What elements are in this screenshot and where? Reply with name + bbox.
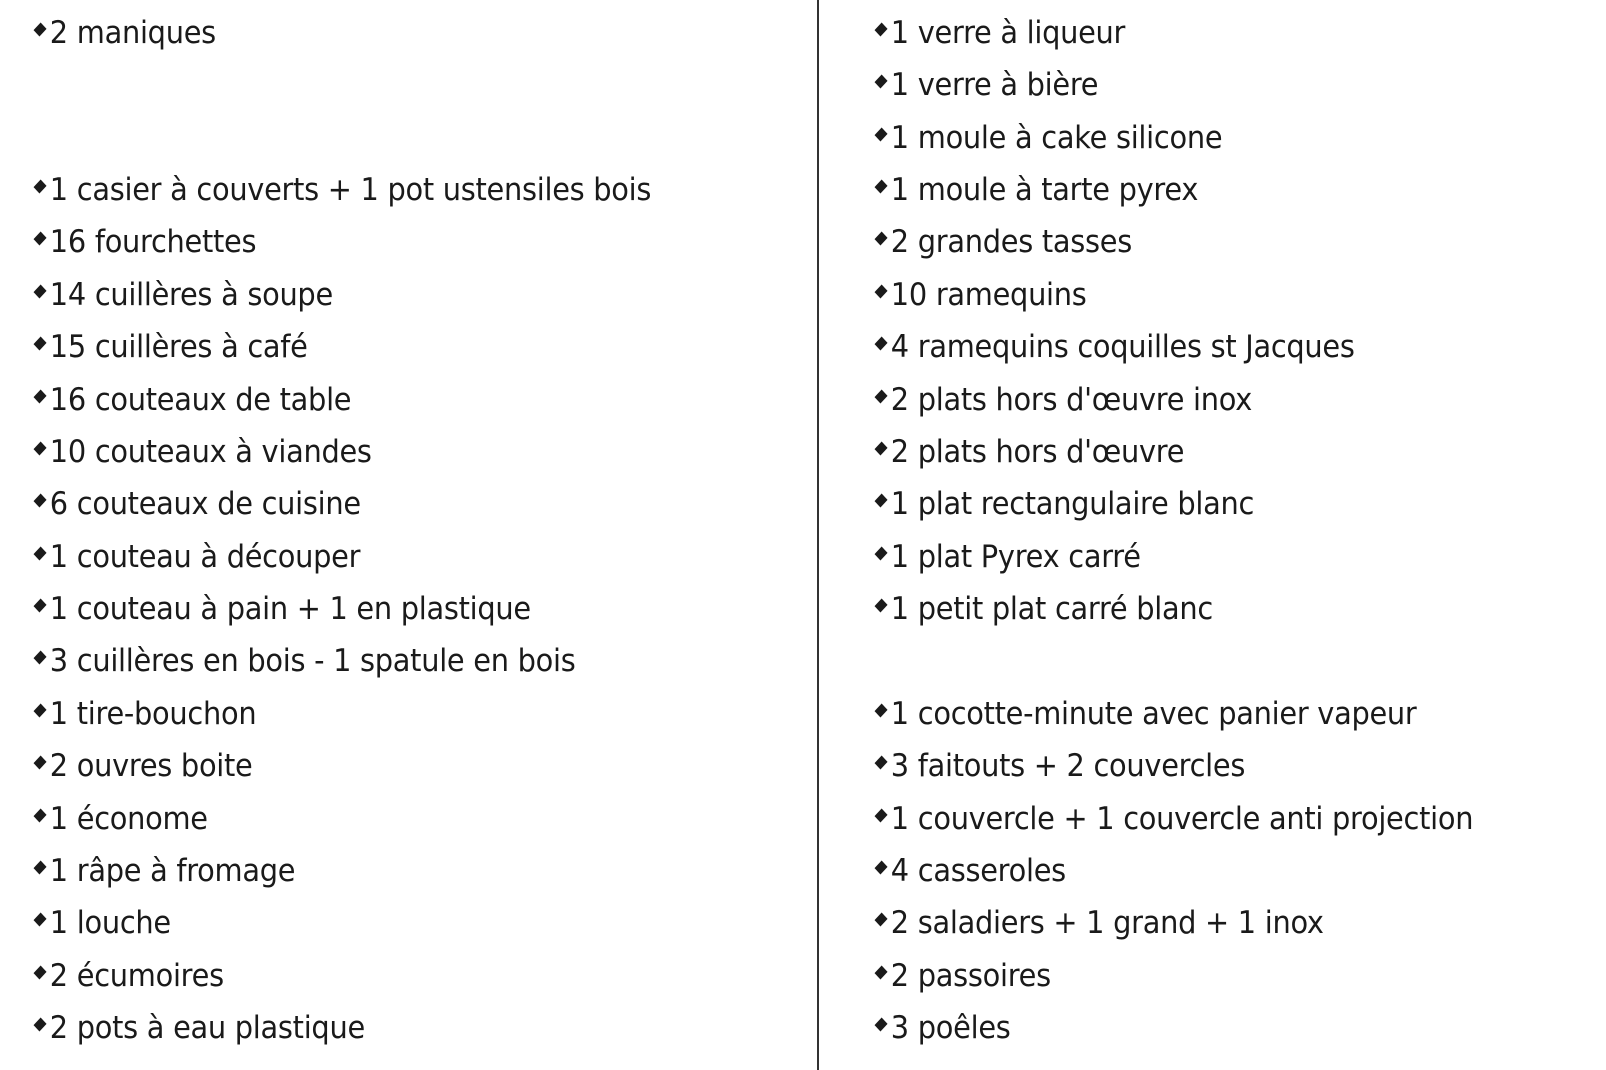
list-item [875, 746, 1245, 786]
list-item [875, 432, 1184, 472]
diamond-bullet-icon [34, 179, 47, 193]
list-item [875, 222, 1132, 262]
list-item [34, 694, 256, 734]
list-item [34, 537, 360, 577]
list-item [875, 851, 1066, 891]
list-item [34, 275, 333, 315]
list-item-text: 4 ramequins coquilles st Jacques [890, 329, 1355, 365]
diamond-bullet-icon [34, 1017, 47, 1031]
diamond-bullet-icon [875, 703, 888, 717]
list-item [875, 65, 1098, 105]
list-item-text: 2 maniques [49, 15, 216, 51]
column-divider [817, 0, 819, 1070]
list-item-text: 10 couteaux à viandes [49, 434, 372, 470]
list-item [34, 222, 256, 262]
diamond-bullet-icon [875, 912, 888, 926]
diamond-bullet-icon [34, 231, 47, 245]
list-item-text: 1 couvercle + 1 couvercle anti projection [890, 801, 1474, 837]
list-item-text: 1 râpe à fromage [49, 853, 296, 889]
diamond-bullet-icon [34, 493, 47, 507]
diamond-bullet-icon [875, 22, 888, 36]
list-item-text: 2 passoires [890, 958, 1051, 994]
list-item [34, 589, 531, 629]
list-item-text: 15 cuillères à café [49, 329, 308, 365]
list-item-text: 1 couteau à pain + 1 en plastique [49, 591, 531, 627]
list-item-text: 1 économe [49, 801, 208, 837]
list-item-text: 1 plat rectangulaire blanc [890, 486, 1255, 522]
diamond-bullet-icon [34, 965, 47, 979]
list-item [34, 170, 651, 210]
diamond-bullet-icon [875, 965, 888, 979]
list-item-text: 2 grandes tasses [890, 224, 1132, 260]
list-item-text: 3 cuillères en bois - 1 spatule en bois [49, 643, 576, 679]
list-item [875, 275, 1087, 315]
list-item-text: 1 casier à couverts + 1 pot ustensiles bois [49, 172, 652, 208]
list-item [34, 799, 208, 839]
list-item [34, 432, 372, 472]
list-item [875, 694, 1417, 734]
list-item-text: 1 moule à cake silicone [890, 120, 1223, 156]
list-item [875, 13, 1125, 53]
list-item [875, 589, 1213, 629]
diamond-bullet-icon [34, 546, 47, 560]
list-item [875, 956, 1051, 996]
list-item [34, 903, 171, 943]
list-item [875, 799, 1473, 839]
list-item-text: 10 ramequins [890, 277, 1087, 313]
diamond-bullet-icon [34, 808, 47, 822]
list-item-text: 16 fourchettes [49, 224, 257, 260]
diamond-bullet-icon [34, 598, 47, 612]
list-item-text: 1 verre à liqueur [890, 15, 1126, 51]
list-item-text: 1 verre à bière [890, 67, 1099, 103]
list-item [875, 380, 1252, 420]
list-item-text: 2 saladiers + 1 grand + 1 inox [890, 905, 1324, 941]
list-item-text: 3 faitouts + 2 couvercles [890, 748, 1246, 784]
list-item-text: 14 cuillères à soupe [49, 277, 333, 313]
diamond-bullet-icon [875, 127, 888, 141]
list-item [34, 641, 575, 681]
list-item-text: 16 couteaux de table [49, 382, 352, 418]
diamond-bullet-icon [875, 336, 888, 350]
list-item [34, 484, 361, 524]
list-item-text: 1 petit plat carré blanc [890, 591, 1213, 627]
list-item [875, 170, 1198, 210]
diamond-bullet-icon [875, 74, 888, 88]
list-item-text: 2 ouvres boite [49, 748, 253, 784]
list-item [34, 851, 295, 891]
diamond-bullet-icon [34, 650, 47, 664]
diamond-bullet-icon [875, 860, 888, 874]
diamond-bullet-icon [34, 336, 47, 350]
diamond-bullet-icon [34, 912, 47, 926]
list-item-text: 1 moule à tarte pyrex [890, 172, 1199, 208]
list-item-text: 2 écumoires [49, 958, 224, 994]
diamond-bullet-icon [34, 22, 47, 36]
list-item-text: 1 louche [49, 905, 171, 941]
diamond-bullet-icon [875, 808, 888, 822]
diamond-bullet-icon [34, 755, 47, 769]
list-item-text: 4 casseroles [890, 853, 1066, 889]
list-item [34, 956, 224, 996]
list-item-text: 1 couteau à découper [49, 539, 361, 575]
diamond-bullet-icon [875, 546, 888, 560]
diamond-bullet-icon [34, 284, 47, 298]
list-item [875, 1008, 1011, 1048]
list-item-text: 2 pots à eau plastique [49, 1010, 365, 1046]
list-item [34, 746, 253, 786]
diamond-bullet-icon [875, 598, 888, 612]
list-item [34, 327, 308, 367]
diamond-bullet-icon [875, 389, 888, 403]
diamond-bullet-icon [34, 703, 47, 717]
diamond-bullet-icon [875, 231, 888, 245]
list-item [34, 1008, 365, 1048]
diamond-bullet-icon [34, 441, 47, 455]
list-item-text: 1 tire-bouchon [49, 696, 257, 732]
list-item [875, 484, 1254, 524]
diamond-bullet-icon [875, 755, 888, 769]
list-item [875, 537, 1141, 577]
list-item-text: 2 plats hors d'œuvre inox [890, 382, 1253, 418]
diamond-bullet-icon [875, 493, 888, 507]
list-item-text: 6 couteaux de cuisine [49, 486, 361, 522]
list-item-text: 2 plats hors d'œuvre [890, 434, 1185, 470]
list-item [875, 903, 1324, 943]
list-item [34, 13, 216, 53]
list-item [875, 327, 1355, 367]
diamond-bullet-icon [875, 441, 888, 455]
list-item-text: 1 cocotte-minute avec panier vapeur [890, 696, 1417, 732]
list-item-text: 3 poêles [890, 1010, 1011, 1046]
list-item [875, 118, 1222, 158]
diamond-bullet-icon [875, 179, 888, 193]
diamond-bullet-icon [34, 860, 47, 874]
diamond-bullet-icon [875, 284, 888, 298]
list-item-text: 1 plat Pyrex carré [890, 539, 1141, 575]
diamond-bullet-icon [34, 389, 47, 403]
list-item [34, 380, 351, 420]
diamond-bullet-icon [875, 1017, 888, 1031]
